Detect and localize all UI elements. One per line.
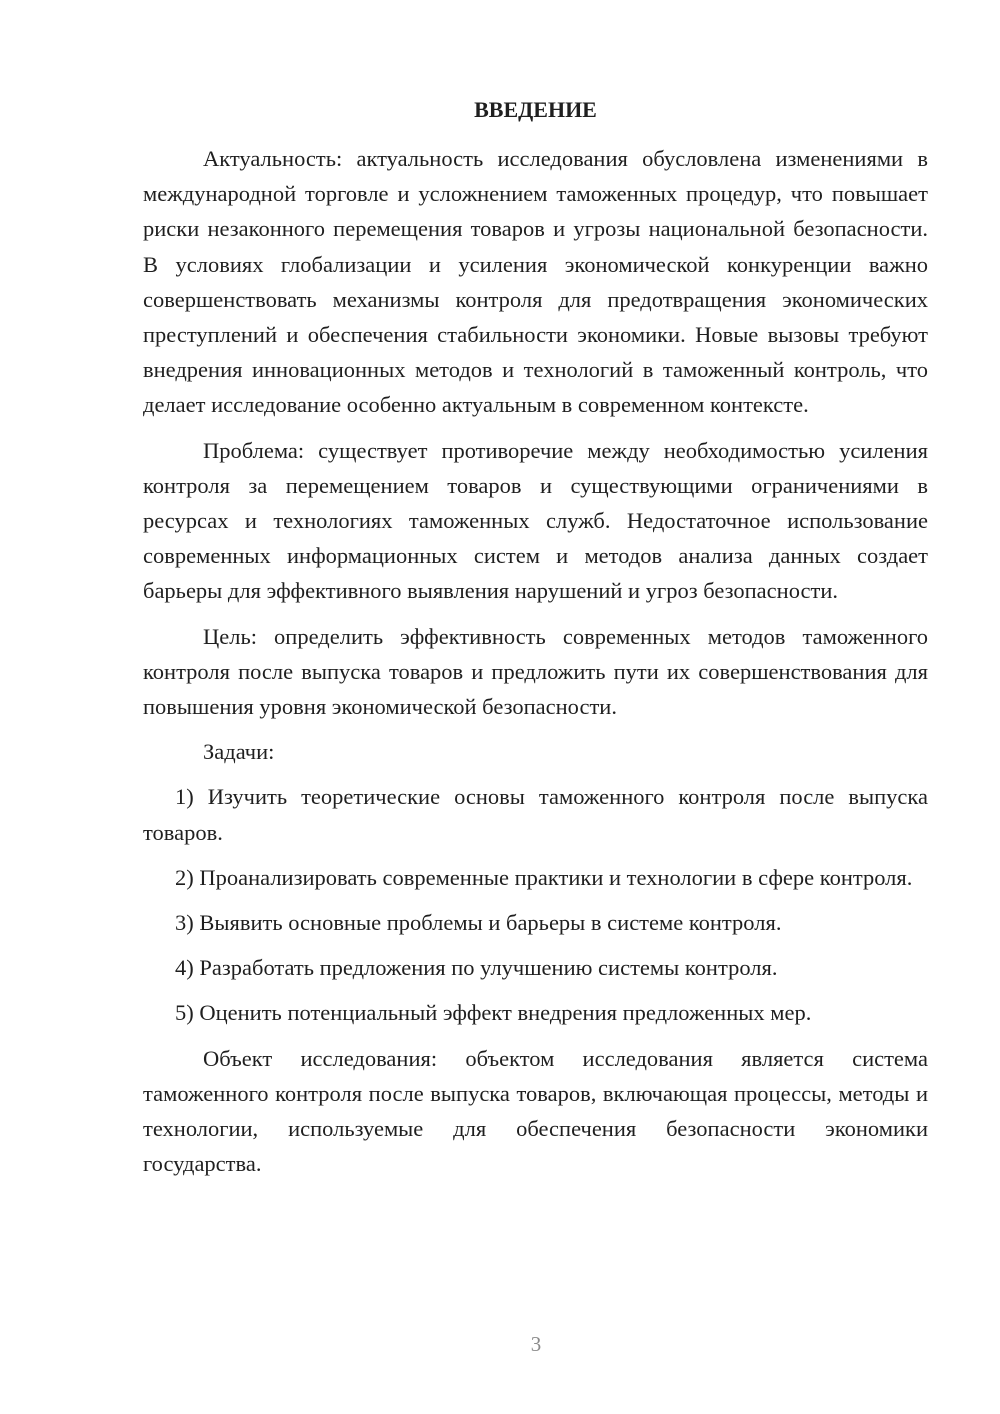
tasks-label: Задачи: — [203, 739, 275, 765]
paragraph-object: Объект исследования: объектом исследования является система таможенного контроля после выпуска товаров, включающая процессы, методы и технологии, используемые для обеспечения безопасности экономики государства. — [143, 1045, 928, 1177]
paragraph-goal: Цель: определить эффективность современных методов таможенного контроля после выпуска товаров и предложить пути их совершенствования для повышения уровня экономической безопасности. — [143, 623, 928, 720]
task-item-2: 2) Проанализировать современные практики и технологии в сфере контроля. — [175, 864, 913, 890]
page-number: 3 — [530, 1332, 542, 1356]
task-item-1: 1) Изучить теоретические основы таможенного контроля после выпуска товаров. — [143, 784, 928, 845]
task-item-3: 3) Выявить основные проблемы и барьеры в системе контроля. — [175, 910, 782, 936]
task-item-4: 4) Разработать предложения по улучшению системы контроля. — [175, 955, 778, 981]
paragraph-relevance: Актуальность: актуальность исследования обусловлена изменениями в международной торговле и усложнением таможенных процедур, что повышает риски незаконного перемещения товаров и угрозы национальной безопасности. В условиях глобализации и усиления экономической конкуренции важно совершенствовать механизмы контроля для предотвращения экономических преступлений и обеспечения стабильности экономики. Новые вызовы требуют внедрения инновационных методов и технологий в таможенный контроль, что делает исследование особенно актуальным в современном контексте. — [143, 146, 928, 418]
page-content — [143, 92, 928, 1191]
section-heading: ВВЕДЕНИЕ — [474, 97, 597, 122]
paragraph-problem: Проблема: существует противоречие между необходимостью усиления контроля за перемещением товаров и существующими ограничениями в ресурсах и технологиях таможенных служб. Недостаточное использование современных информационных систем и методов анализа данных создает барьеры для эффективного выявления нарушений и угроз безопасности. — [143, 437, 928, 604]
task-item-5: 5) Оценить потенциальный эффект внедрения предложенных мер. — [175, 1000, 812, 1026]
